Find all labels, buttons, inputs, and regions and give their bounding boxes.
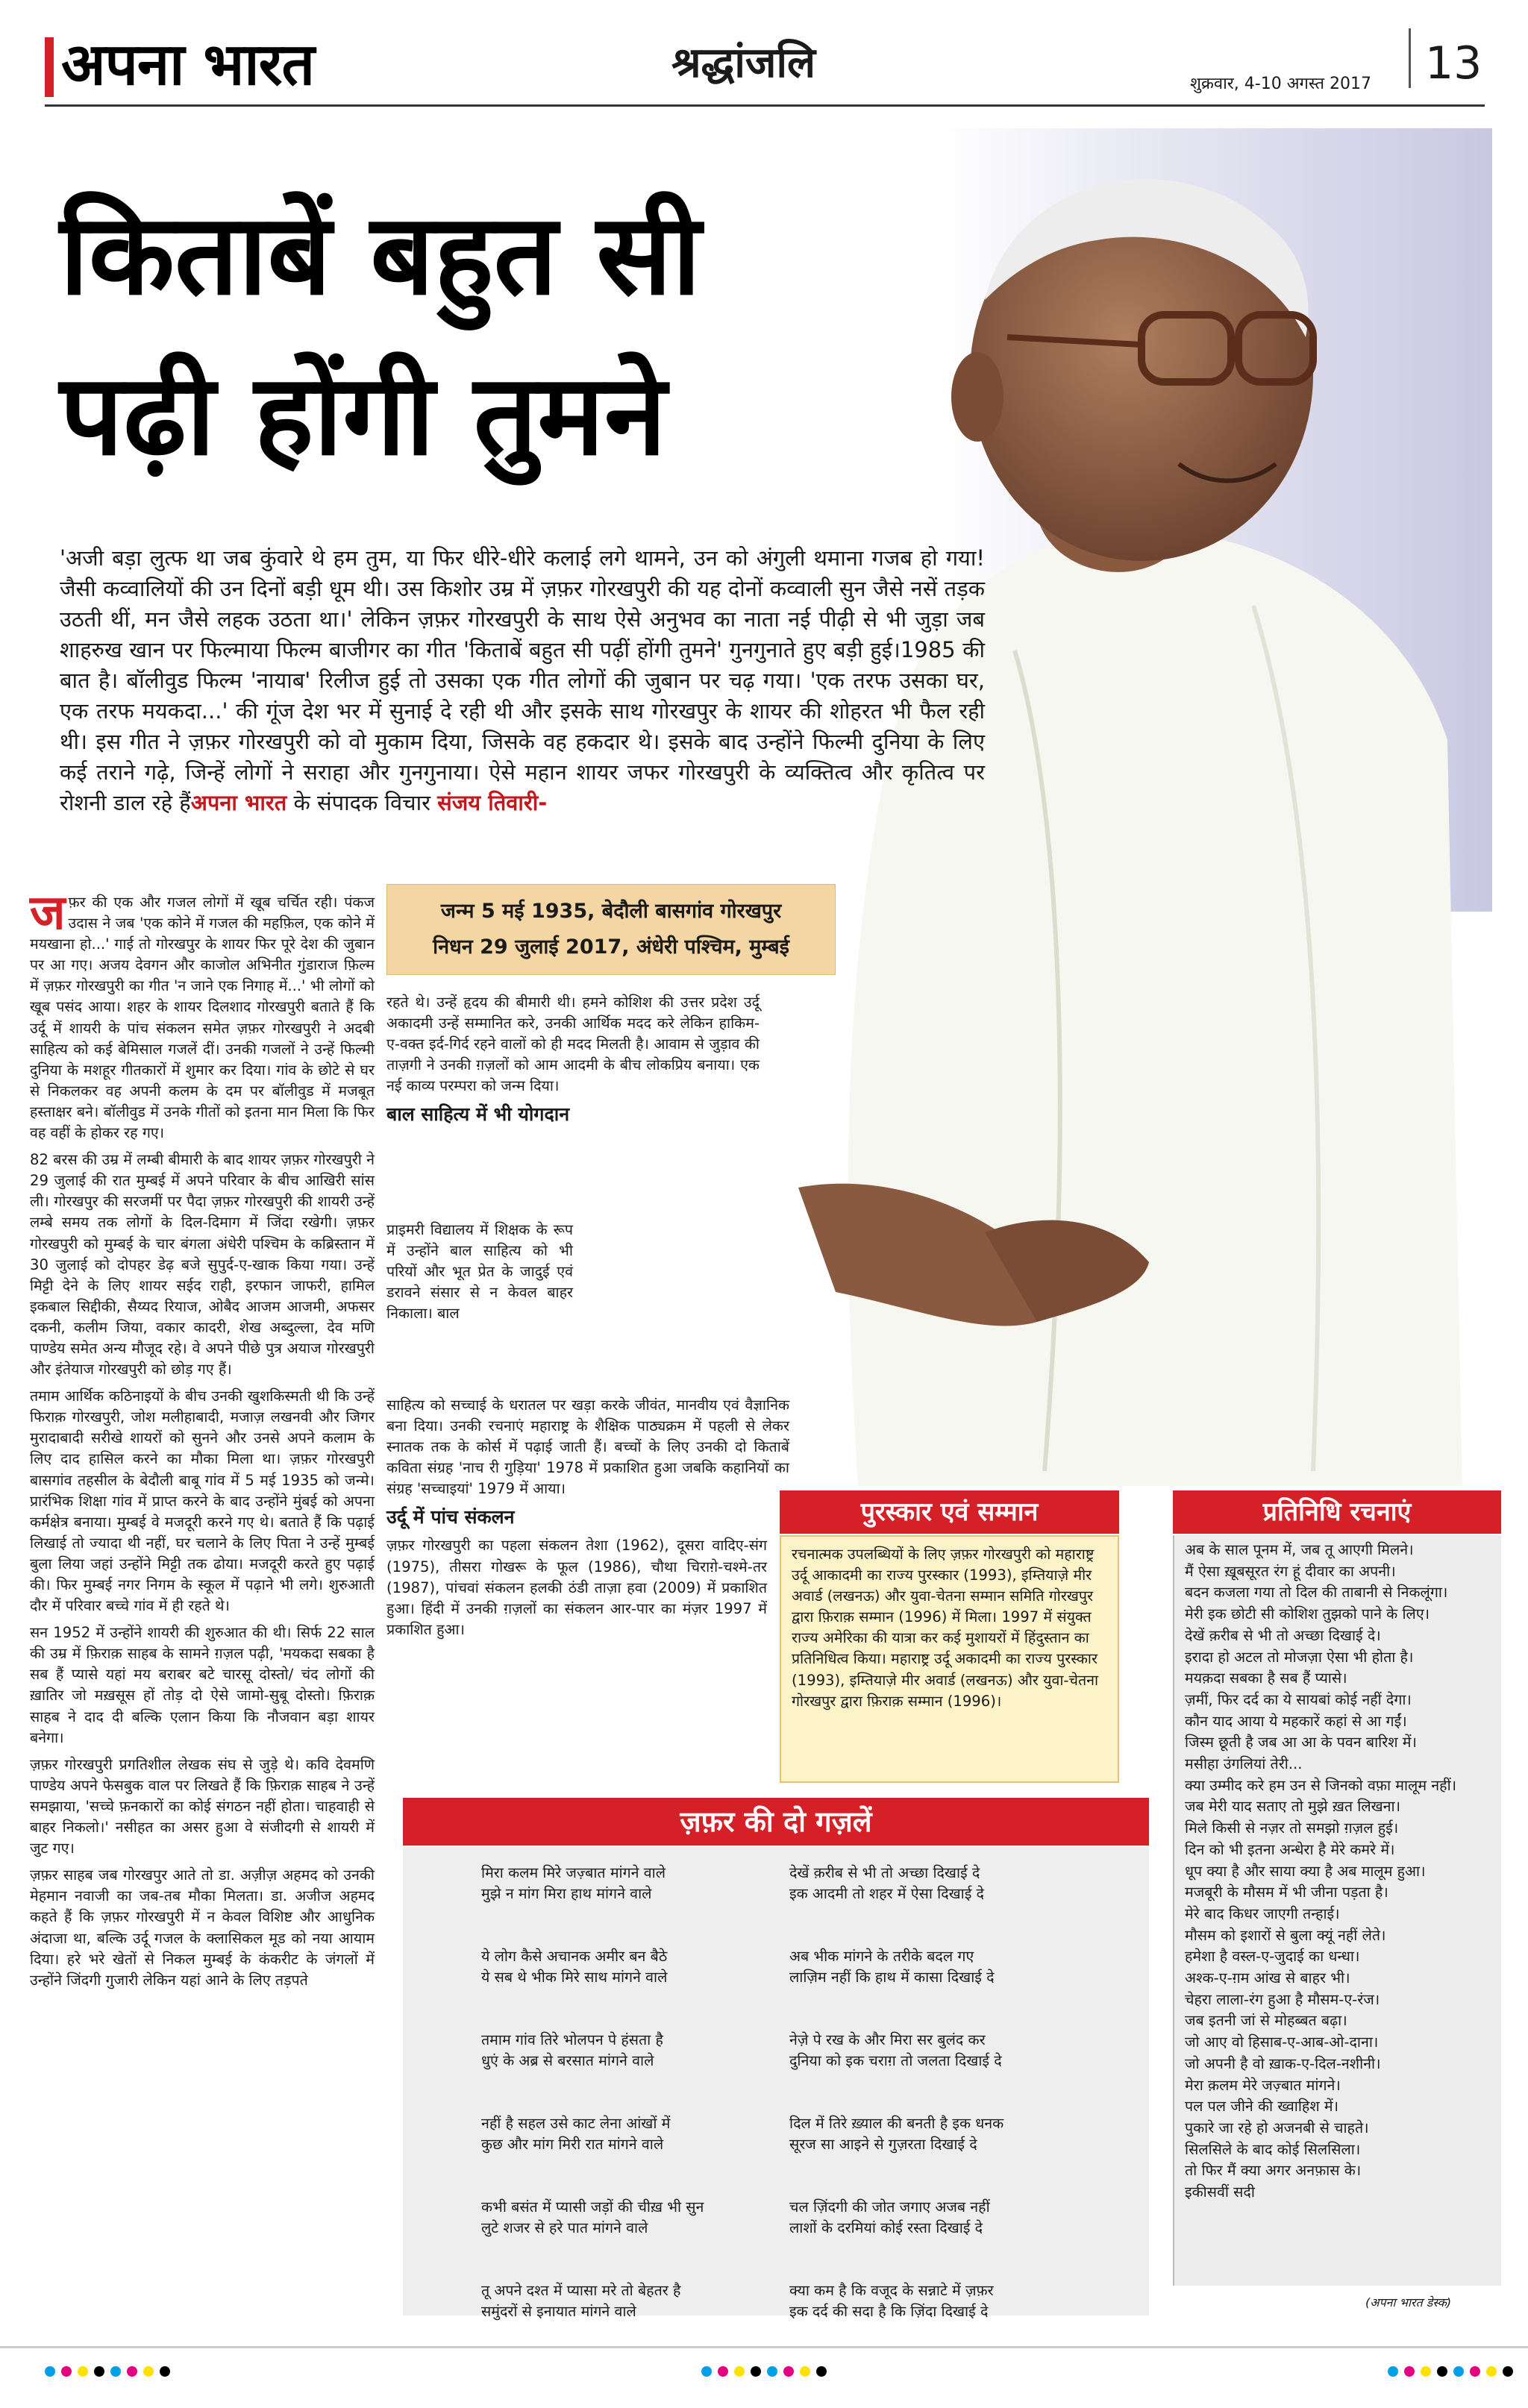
- registration-dot: [1453, 2366, 1464, 2377]
- couplet: [481, 1863, 802, 1904]
- headline-line-1: किताबें बहुत सी: [60, 190, 701, 320]
- couplet-line: धुएं के अब्र से बरसात मांगने वाले: [481, 2052, 654, 2069]
- article-column-1: [30, 885, 375, 1997]
- couplet-line: नेज़े पे रख के और मिरा सर बुलंद कर: [789, 2031, 986, 2048]
- registration-dot: [734, 2366, 745, 2377]
- couplet-line: इक आदमी तो शहर में ऐसा दिखाई दे: [789, 1885, 984, 1902]
- registration-dot: [1470, 2366, 1480, 2377]
- couplet: [481, 2280, 802, 2322]
- work-title: मसीहा उंगलियां तेरी...: [1185, 1755, 1303, 1773]
- masthead-accent-bar: [45, 37, 54, 97]
- couplet: [481, 2113, 802, 2155]
- couplet-line: चल ज़िंदगी की जोत जगाए अजब नहीं: [789, 2198, 990, 2216]
- work-title: तो फिर मैं क्या अगर अनफ़ास के।: [1185, 2162, 1362, 2180]
- intro-text: 'अजी बड़ा लुत्फ था जब कुंवारे थे हम तुम, या फिर धीरे-धीरे कलाई लगे थामने, उन को अंगुली थमाना गजब हो गया! जैसी कव्वालियों की उन दिनों बड़ी धूम थी। उस किशोर उम्र में ज़फ़र गोरखपुरी की यह दोनों कव्वाली सुन जैसे नसें तड़क उठती थीं, मन जैसे लहक उठता था।' लेकिन ज़फ़र गोरखपुरी के साथ ऐसे अनुभव का नाता नई पीढ़ी से भी जुड़ा जब शाहरुख खान पर फिल्माया फिल्म बाजीगर का गीत 'किताबें बहुत सी पढ़ीं होंगी तुमने' गुनगुनाते हुए बड़ी हुई।1985 की बात है। बॉलीवुड फिल्म 'नायाब' रिलीज हुई तो उसका एक गीत लोगों की जुबान पर चढ़ गया। 'एक तरफ उसका घर, एक तरफ मयकदा...' की गूंज देश भर में सुनाई दे रही थी और इसके साथ गोरखपुर के शायर की शोहरत भी फैल रही थी। इस गीत ने ज़फ़र गोरखपुरी को वो मुकाम दिया, जिसके वह हकदार थे। इसके बाद उन्होंने फिल्मी दुनिया के लिए कई तराने गढ़े, जिन्हें लोगों ने सराहा और गुनगुनाया। ऐसे महान शायर जफर गोरखपुरी के व्यक्तित्व और कृतित्व पर रोशनी डाल रहे हैं: [60, 545, 985, 815]
- couplet: [481, 2197, 802, 2239]
- work-title: हमेशा है वस्ल-ए-जुदाई का धन्धा।: [1185, 1948, 1360, 1966]
- couplet-line: दिल में तिरे ख़्याल की बनती है इक धनक: [789, 2115, 1004, 2132]
- registration-dot: [718, 2366, 728, 2377]
- couplet-line: दुनिया को इक चराग़ तो जलता दिखाई दे: [789, 2052, 1002, 2069]
- registration-dots-left: [45, 2366, 170, 2378]
- footer-rule: [0, 2346, 1528, 2348]
- article-paragraph: ज़फ़र साहब जब गोरखपुर आते तो डा. अज़ीज़ अहमद को उनकी मेहमान नवाजी का जब-तब मौका मिलता। डा. अजीज अहमद कहते हैं कि ज़फ़र गोरखपुरी में न केवल विशिष्ट और आधुनिक अंदाजा था, बल्कि उर्दू गजल के क्लासिकल मूड को नया आयाम दिया। हरे भरे खेतों से निकल मुम्बई के कंकरीट के जंगलों में उन्होंने जिंदगी गुजारी लेकिन यहां आने के लिए तड़पते: [30, 1866, 375, 1989]
- work-title: मेरी इक छोटी सी कोशिश तुझको पाने के लिए।: [1185, 1605, 1430, 1623]
- article-paragraph: प्राइमरी विद्यालय में शिक्षक के रूप में उन्होंने बाल साहित्य को भी परियों और भूत प्रेत के जादुई एवं डरावने संसार से न केवल बाहर निकाला। बाल: [386, 1221, 573, 1323]
- registration-dot: [78, 2366, 88, 2377]
- ghazals-heading: ज़फ़र की दो गज़लें: [403, 1798, 1149, 1846]
- work-title: दिन को भी इतना अन्धेरा है मेरे कमरे में।: [1185, 1840, 1395, 1858]
- couplet-line: तमाम गांव तिरे भोलपन पे हंसता है: [481, 2031, 663, 2048]
- issue-date: शुक्रवार, 4-10 अगस्त 2017: [1190, 75, 1371, 93]
- couplet-line: मिरा कलम मिरे जज़्बात मांगने वाले: [481, 1864, 666, 1881]
- registration-dot: [1404, 2366, 1415, 2377]
- subhead-children-literature: बाल साहित्य में भी योगदान: [386, 1103, 570, 1126]
- registration-dots-center: [701, 2366, 827, 2378]
- work-title: मौसम को इशारों से बुला क्यूं नहीं लेते।: [1185, 1926, 1386, 1944]
- couplet-line: समुंदरों से इनायात मांगने वाले: [481, 2303, 636, 2320]
- article-paragraph: साहित्य को सच्चाई के धरातल पर खड़ा करके जीवंत, मानवीय एवं वैज्ञानिक बना दिया। उनकी रचनाएं महाराष्ट्र के शैक्षिक पाठ्यक्रम में पहली से लेकर स्नातक तक के कोर्स में पढ़ाई जाती हैं। बच्चों के लिए उनकी दो किताबें कविता संग्रह 'नाच री गुड़िया' 1978 में प्रकाशित हुआ जबकि कहानियों का संग्रह 'सच्चाइयां' 1979 में आया।: [386, 1396, 789, 1498]
- registration-dot: [783, 2366, 794, 2377]
- couplet: [481, 1946, 802, 1988]
- couplet-line: लाशों के दरमियां कोई रस्ता दिखाई दे: [789, 2219, 983, 2236]
- couplet: [789, 2197, 1140, 2239]
- works-heading: प्रतिनिधि रचनाएं: [1173, 1490, 1501, 1534]
- couplet-line: इक दर्द की सदा है कि ज़िंदा दिखाई दे: [789, 2303, 989, 2320]
- work-title: मिले किसी से नज़र तो समझो ग़ज़ल हुई।: [1185, 1819, 1399, 1837]
- couplet-line: कभी बसंत में प्यासी जड़ों की चीख़ भी सुन: [481, 2198, 704, 2216]
- ghazal-first: [481, 1863, 802, 2364]
- subhead-urdu-collections: उर्दू में पांच संकलन: [386, 1506, 515, 1528]
- couplet-line: ये सब थे भीक मिरे साथ मांगने वाले: [481, 1969, 668, 1986]
- work-title: कौन याद आया ये महकारें कहां से आ गईं।: [1185, 1712, 1407, 1730]
- works-list: [1173, 1535, 1501, 2286]
- ghazal-second: [789, 1863, 1140, 2364]
- couplet: [789, 1946, 1140, 1988]
- registration-dot: [127, 2366, 137, 2377]
- couplet: [481, 2030, 802, 2072]
- couplet-line: लाज़िम नहीं कि हाथ में कासा दिखाई दे: [789, 1969, 995, 1986]
- masthead: अपना भारत: [61, 31, 314, 98]
- couplet: [789, 1863, 1140, 1904]
- work-title: धूप क्या है और साया क्या है अब मालूम हुआ।: [1185, 1862, 1426, 1880]
- registration-dot: [1503, 2366, 1513, 2377]
- intro-author: संजय तिवारी-: [437, 790, 548, 815]
- work-title: मयक़दा सबका है सब हैं प्यासे।: [1185, 1669, 1347, 1687]
- article-paragraph: तमाम आर्थिक कठिनाइयों के बीच उनकी खुशकिस्मती थी कि उन्हें फिराक़ गोरखपुरी, जोश मलीहाबादी, मजाज़ लखनवी और जिगर मुरादाबादी सरीखे शायरों को सुनने और उनसे अपने कलाम के लिए दाद हासिल करने का मौका मिला था। ज़फ़र गोरखपुरी बासगांव तहसील के बेदौली बाबू गांव में 5 मई 1935 को जन्मे। प्रारंभिक शिक्षा गांव में प्राप्त करने के बाद उन्होंने मुंबई को अपना कर्मक्षेत्र बनाया। मुम्बई वे मजदूरी करने गए थे। बताते हैं कि पढ़ाई लिखाई तो ज्यादा थी नहीं, घर चलाने के लिए पिता ने उन्हें मुम्बई बुला लिया जहां उन्होंने मिट्टी तक ढोया। मजदूरी करते हुए पढ़ाई की। फिर मुम्बई नगर निगम के स्कूल में पढ़ाने भी लगे। शुरुआती दौर में परिवार बच्चे गांव में ही रहते थे।: [30, 1388, 375, 1615]
- article-paragraph: रहते थे। उन्हें हृदय की बीमारी थी। हमने कोशिश की उत्तर प्रदेश उर्दू अकादमी उन्हें सम्मानित करे, उनकी आर्थिक मदद करे लेकिन हाकिम-ए-वक्त इर्द-गिर्द रहने वालों को ही मदद मिलती है। आवाम से जुड़ाव की ताज़गी ने उनकी ग़ज़लों को आम आदमी के बीच लोकप्रिय बनाया। एक नई काव्य परम्परा को जन्म दिया।: [386, 994, 760, 1095]
- life-dates-box: [386, 884, 836, 975]
- work-title: अश्क-ए-ग़म आंख से बाहर भी।: [1185, 1969, 1350, 1987]
- couplet: [789, 2280, 1140, 2322]
- registration-dot: [1437, 2366, 1447, 2377]
- death-line: निधन 29 जुलाई 2017, अंधेरी पश्चिम, मुम्बई: [433, 935, 789, 959]
- registration-dot: [1421, 2366, 1431, 2377]
- work-title: जिस्म छूती है जब आ आ के पवन बारिश में।: [1185, 1734, 1417, 1752]
- work-title: इरादा हो अटल तो मोजज़ा ऐसा भी होता है।: [1185, 1648, 1414, 1666]
- registration-dot: [143, 2366, 154, 2377]
- couplet: [789, 2113, 1140, 2155]
- registration-dot: [1388, 2366, 1398, 2377]
- registration-dot: [110, 2366, 121, 2377]
- registration-dot: [94, 2366, 104, 2377]
- section-title: श्रद्धांजलि: [671, 38, 815, 87]
- intro-byline: के संपादक विचार: [286, 790, 438, 815]
- registration-dot: [160, 2366, 170, 2377]
- article-paragraph: जफ़र की एक और गजल लोगों में खूब चर्चित रही। पंकज उदास ने जब 'एक कोने में गजल की महफ़िल, एक कोने में मयखाना हो...' गाई तो गोरखपुर के शायर फिर पूरे देश की जुबान पर आ गए। अजय देवगन और काजोल अभिनीत गुंडाराज फ़िल्म में ज़फ़र गोरखपुरी का गीत 'न जाने एक निगाह में...' भी लोगों को खूब पसंद आया। शहर के शायर दिलशाद गोरखपुरी बताते हैं कि उर्दू में शायरी के पांच संकलन समेत ज़फ़र गोरखपुरी ने अदबी साहित्य को कई बेमिसाल गजलें दीं। उनकी गजलों ने उन्हें फिल्मी दुनिया के मशहूर गीतकारों में शुमार कर दिया। गांव के छोटे से घर से निकलकर वह अपनी कलम के दम पर बॉलीवुड में मजबूत हस्ताक्षर बने। बॉलीवुड में उनके गीतों को इतना मान मिला कि फिर वह वहीं के होकर रह गए।: [30, 885, 375, 1142]
- work-title: चेहरा लाला-रंग हुआ है मौसम-ए-रंज।: [1185, 1990, 1380, 2008]
- work-title: मजबूरी के मौसम में भी जीना पड़ता है।: [1185, 1884, 1388, 1901]
- intro-publication: अपना भारत: [190, 790, 287, 815]
- registration-dot: [751, 2366, 761, 2377]
- couplet-line: ये लोग कैसे अचानक अमीर बन बैठे: [481, 1948, 668, 1965]
- article-paragraph: ज़फ़र गोरखपुरी प्रगतिशील लेखक संघ से जुड़े थे। कवि देवमणि पाण्डेय अपने फेसबुक वाल पर लिखते हैं कि फ़िराक़ साहब ने उन्हें समझाया, 'सच्चे फ़नकारों का कोई संगठन नहीं होता। चाहवाही से बाहर निकलो।' नसीहत का असर हुआ वे संजीदगी से शायरी में जुट गए।: [30, 1755, 375, 1857]
- couplet-line: देखें क़रीब से भी तो अच्छा दिखाई दे: [789, 1864, 980, 1881]
- work-title: सिलसिले के बाद कोई सिलसिला।: [1185, 2140, 1361, 2158]
- work-title: जब मेरी याद सताए तो मुझे ख़त लिखना।: [1185, 1798, 1401, 1816]
- birth-line: जन्म 5 मई 1935, बेदौली बासगांव गोरखपुर: [440, 900, 782, 923]
- work-title: क्या उम्मीद करे हम उन से जिनको वफ़ा मालूम नहीं।: [1185, 1776, 1457, 1794]
- article-paragraph: ज़फ़र गोरखपुरी का पहला संकलन तेशा (1962), दूसरा वादिए-संग (1975), तीसरा गोखरू के फूल (1986), चौथा चिराग़े-चश्मे-तर (1987), पांचवां संकलन हलकी ठंडी ताज़ा हवा (2009) में प्रकाशित हुआ। हिंदी में उनकी ग़ज़लों का संकलन आर-पार का मंज़र 1997 में प्रकाशित हुआ।: [386, 1537, 767, 1638]
- awards-text: रचनात्मक उपलब्धियों के लिए ज़फ़र गोरखपुरी को महाराष्ट्र उर्दू आकादमी का राज्य पुरस्कार (1993), इम्तियाज़े मीर अवार्ड (लखनऊ) और युवा-चेतना सम्मान समिति गोरखपुर द्वारा फ़िराक़ सम्मान (1996) में मिला। 1997 में संयुक्त राज्य अमेरिका की यात्रा कर कई मुशायरों में हिंदुस्तान का प्रतिनिधित्व किया। महाराष्ट्र उर्दू अकादमी का राज्य पुरस्कार (1993), इम्तियाज़े मीर अवार्ड (लखनऊ) और युवा-चेतना गोरखपुर द्वारा फ़िराक़ सम्मान (1996)।: [780, 1535, 1119, 1783]
- drop-cap: ज: [30, 885, 66, 941]
- desk-credit: (अपना भारत डेस्क): [1365, 2295, 1452, 2310]
- page-separator: [1409, 28, 1411, 88]
- couplet-line: अब भीक मांगने के तरीके बदल गए: [789, 1948, 974, 1965]
- article-paragraph: सन 1952 में उन्होंने शायरी की शुरुआत की थी। सिर्फ 22 साल की उम्र में फ़िराक़ साहब के सामने ग़ज़ल पढ़ी, 'मयकदा सबका है सब हैं प्यासे यहां मय बराबर बटे चारसू दोस्तो/ चंद लोगों की ख़ातिर जो मख़सूस हों तोड़ दो ऐसे जामो-सुबू दोस्तो। फ़िराक़ साहब ने दाद दी बल्कि एलान किया कि नौजवान बड़ा शायर बनेगा।: [30, 1624, 375, 1746]
- work-title: जब इतनी जां से मोहब्बत बढ़ा।: [1185, 2012, 1347, 2030]
- couplet-line: तू अपने दश्त में प्यासा मरे तो बेहतर है: [481, 2282, 681, 2299]
- work-title: अब के साल पूनम में, जब तू आएगी मिलने।: [1185, 1541, 1414, 1558]
- work-title: मेरा क़लम मेरे जज़्बात मांगने।: [1185, 2076, 1341, 2094]
- work-title: पुकारे जा रहे हो अजनबी से चाहते।: [1185, 2119, 1369, 2136]
- work-title: पल पल जीने की ख्वाहिश में।: [1185, 2098, 1339, 2116]
- work-title: मैं ऐसा ख़ूबसूरत रंग हूं दीवार का अपनी।: [1185, 1562, 1396, 1580]
- intro-paragraph: [60, 543, 985, 818]
- registration-dot: [1486, 2366, 1497, 2377]
- work-title: बदन कजला गया तो दिल की ताबानी से निकलूंगा।: [1185, 1584, 1448, 1602]
- work-title: जो अपनी है वो ख़ाक-ए-दिल-नशीनी।: [1185, 2054, 1381, 2072]
- headline: [60, 175, 955, 496]
- article-column-2-narrow: [386, 1220, 573, 1330]
- couplet-line: कुछ और मांग मिरी रात मांगने वाले: [481, 2136, 664, 2153]
- header-rule: [45, 104, 1485, 107]
- headline-line-2: पढ़ी होंगी तुमने: [60, 351, 667, 480]
- work-title: देखें क़रीब से भी तो अच्छा दिखाई दे।: [1185, 1626, 1381, 1644]
- registration-dots-right: [1388, 2366, 1513, 2378]
- article-column-2-mid: [386, 1395, 789, 1646]
- work-title: इकीसवीं सदी: [1185, 2183, 1255, 2201]
- couplet-line: क्या कम है कि वजूद के सन्नाटे में ज़फ़र: [789, 2282, 994, 2299]
- registration-dot: [816, 2366, 827, 2377]
- registration-dot: [701, 2366, 712, 2377]
- couplet-line: नहीं है सहल उसे काट लेना आंखों में: [481, 2115, 671, 2132]
- registration-dot: [61, 2366, 72, 2377]
- couplet: [789, 2030, 1140, 2072]
- registration-dot: [800, 2366, 810, 2377]
- couplet-line: लुटे शजर से हरे पात मांगने वाले: [481, 2219, 648, 2236]
- registration-dot: [767, 2366, 777, 2377]
- work-title: जो आए वो हिसाब-ए-आब-ओ-दाना।: [1185, 2034, 1379, 2051]
- couplet-line: सूरज सा आइने से गुज़रता दिखाई दे: [789, 2136, 977, 2153]
- article-paragraph: 82 बरस की उम्र में लम्बी बीमारी के बाद शायर ज़फ़र गोरखपुरी ने 29 जुलाई की रात मुम्बई में अपने परिवार के बीच आखिरी सांस ली। गोरखपुर की सरजमीं पर पैदा ज़फ़र गोरखपुरी की शायरी उन्हें लम्बे समय तक लोगों के दिल-दिमाग में जिंदा रखेगी। ज़फ़र गोरखपुरी को मुम्बई के चार बंगला अंधेरी पश्चिम के कब्रिस्तान में 30 जुलाई को दोपहर डेढ़ बजे सुपुर्द-ए-खाक किया गया। उन्हें मिट्टी देने के लिए शायर सईद राही, इरफान जाफरी, हामिल इकबाल सिद्दीकी, सैय्यद रियाज, ओबैद आजम आजमी, अफसर दकनी, कलीम जिया, वकार कादरी, शेख अब्दुल्ला, देव मणि पाण्डेय समेत अन्य मौजूद रहे। वे अपने पीछे पुत्र अयाज गोरखपुरी और इंतेयाज गोरखपुरी को छोड़ गए हैं।: [30, 1151, 375, 1379]
- article-column-2-top: [386, 992, 760, 1132]
- work-title: ज़मीं, फिर दर्द का ये सायबां कोई नहीं देगा।: [1185, 1690, 1412, 1708]
- registration-dot: [45, 2366, 55, 2377]
- work-title: मेरे बाद किधर जाएगी तन्हाई।: [1185, 1904, 1340, 1922]
- page-number: 13: [1425, 37, 1482, 90]
- awards-heading: पुरस्कार एवं सम्मान: [780, 1490, 1119, 1534]
- couplet-line: मुझे न मांग मिरा हाथ मांगने वाले: [481, 1885, 652, 1902]
